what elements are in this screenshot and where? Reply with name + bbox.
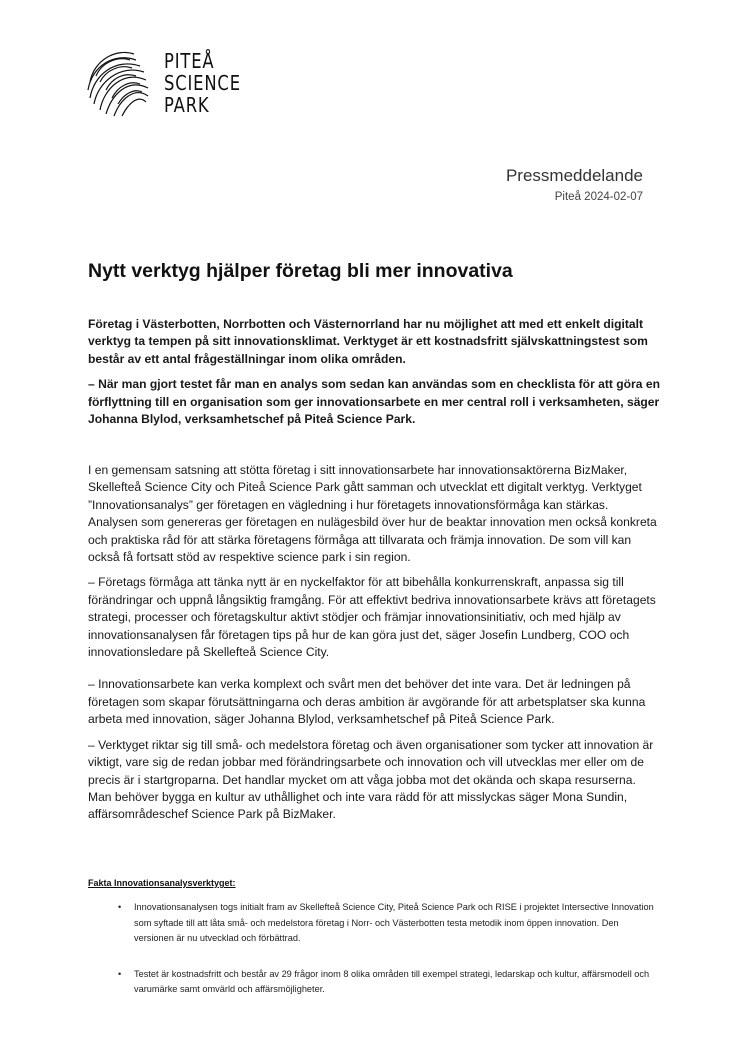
lead-paragraph: Företag i Västerbotten, Norrbotten och Västernorrland har nu möjlighet att med ett enkelt digitalt verktyg ta tempen på sitt innovationsklimat. Verktyget är ett kostnadsfritt självskattningstest som består av ett antal frågeställningar inom olika områden. [88,317,648,366]
facts-heading: Fakta Innovationsanalysverktyget: [88,878,236,888]
logo-line-1: PITEÅ [164,49,215,73]
fact-text-1: Innovationsanalysen togs initialt fram av Skellefteå Science City, Piteå Science Park och RISE i projektet Intersective Innovation som syftade till att låta små- och medelstora företag i Norr- och Västerbotten testa metodik inom öppen innovation. Den versionen är nu utvecklad och förbättrad. [134,902,654,943]
bullet: • [118,902,122,912]
body-paragraph-3: – Innovationsarbete kan verka komplext och svårt men det behöver det inte vara. Det är ledningen på företagen som skapar förutsättningarna och deras ambition är avgörande för att arbetsplatser ska kunna arbeta med innovation, säger Johanna Blylod, verksamhetschef på Piteå Science Park. [88,677,646,727]
fingerprint-swirl-icon [84,42,160,118]
fact-text-2: Testet är kostnadsfritt och består av 29 frågor inom 8 olika områden till exempel strategi, ledarskap och kultur, affärsmodell och varumärke samt omvärld och affärsmöjligheter. [134,968,650,994]
facts-list [118,900,658,998]
press-release-title: Pressmeddelande [505,166,643,185]
body-paragraph-4: – Verktyget riktar sig till små- och medelstora företag och även organisationer som tycker att innovation är viktigt, vare sig de redan jobbar med förändringsarbete och innovation och vill utvecklas mer eller om de precis är i startgroparna. Det handlar mycket om att våga jobba mot det okända och skapa resurserna. Man behöver bygga en kultur av uthållighet och inte vara rädd för att misslyckas säger Mona Sundin, affärsområdeschef Science Park på BizMaker. [88,737,654,822]
press-release-date: Piteå 2024-02-07 [554,191,643,203]
body-paragraph-1: I en gemensam satsning att stötta företag i sitt innovationsarbete har innovationsaktörerna BizMaker, Skellefteå Science City och Piteå Science Park gått samman och utvecklat ett digitalt verktyg. Verktyget ”Innovationsanalys” ger företagen en vägledning i hur företagets innovationsförmåga kan stärkas. Analysen som genereras ger företagen en nulägesbild över hur de beaktar innovation men också konkreta och praktiska råd för att stärka företagens förmåga att tillvarata och främja innovation. De som vill kan också få fortsatt stöd av respektive science park i sin region. [88,463,657,565]
headline: Nytt verktyg hjälper företag bli mer innovativa [88,260,513,282]
lead-quote: – När man gjort testet får man en analys som sedan kan användas som en checklista för att göra en förflyttning till en organisation som ger innovationsarbete en mer central roll i verksamheten, säger Johanna Blylod, verksamhetschef på Piteå Science Park. [88,377,660,427]
list-item [118,967,658,998]
body-section [88,462,660,824]
press-header [506,165,643,205]
body-paragraph-2: – Företags förmåga att tänka nytt är en nyckelfaktor för att bibehålla konkurrenskraft, anpassa sig till förändringar och uppnå långsiktig framgång. För att effektivt bedriva innovationsarbete krävs att företagets strategi, processer och företagskultur aktivt stödjer och främjar innovationsinitiativ, och med hjälp av innovationsanalysen får företagen tips på hur de kan göra just det, säger Josefin Lundberg, COO och innovationsledare på Skellefteå Science City. [88,575,656,660]
list-item [118,900,658,947]
logo-line-3: PARK [164,93,210,117]
bullet: • [118,968,122,979]
logo-line-2: SCIENCE [164,71,241,95]
lead-section [88,316,660,428]
piteå-science-park-logo [84,42,244,118]
